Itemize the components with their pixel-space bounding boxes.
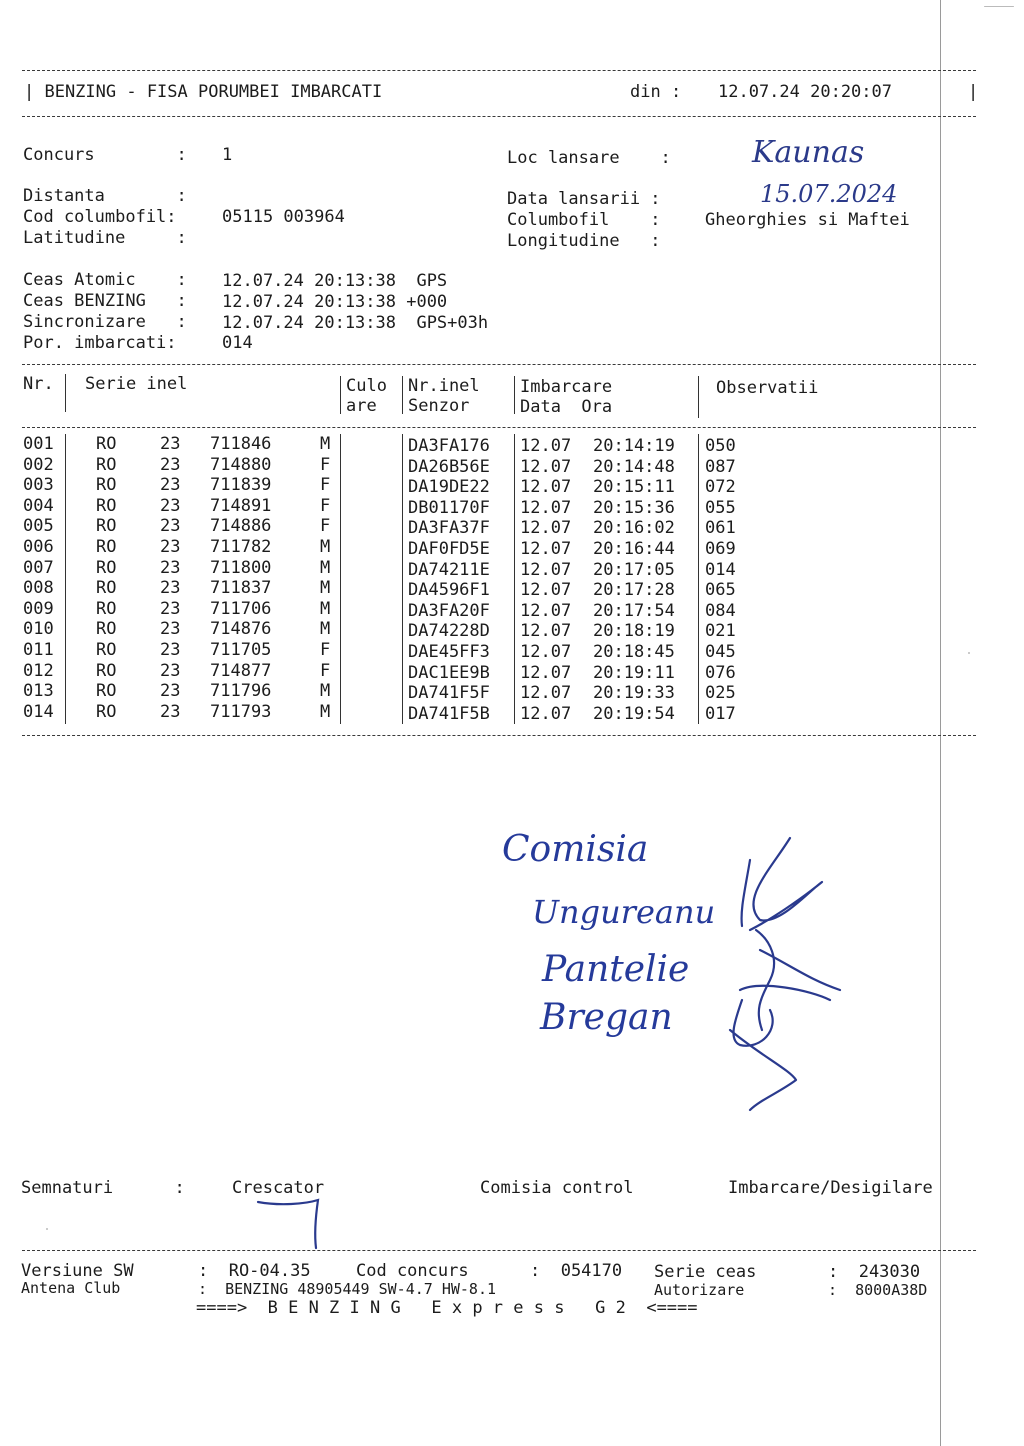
cell-date: 12.07 (520, 703, 572, 724)
header-divider (65, 374, 66, 412)
column-divider (514, 455, 515, 477)
table-header-rule (22, 427, 976, 428)
cell-country: RO (96, 619, 117, 640)
cell-sensor: DA741F5B (408, 703, 490, 724)
concurs-value: 1 (222, 145, 233, 165)
cell-date: 12.07 (520, 477, 572, 498)
cell-sensor: DA3FA176 (408, 436, 490, 456)
cell-nr: 001 (23, 434, 54, 454)
column-divider (514, 599, 515, 621)
cell-observatii: 069 (705, 539, 736, 559)
versiune-label: Versiune SW (21, 1261, 134, 1281)
cell-nr: 009 (23, 598, 54, 619)
cell-date: 12.07 (520, 497, 572, 518)
cell-country: RO (96, 578, 117, 599)
cell-year: 23 (160, 516, 181, 537)
column-divider (65, 702, 66, 724)
cell-sex: F (320, 495, 331, 516)
table-top-rule (22, 364, 976, 365)
committee-signatures (700, 830, 860, 1120)
cell-sex: M (320, 701, 331, 722)
col-header-culoare-2: are (346, 396, 377, 416)
cell-year: 23 (160, 640, 181, 660)
cell-country: RO (96, 660, 117, 681)
cell-date: 12.07 (520, 662, 572, 683)
column-divider (698, 558, 699, 580)
column-divider (698, 640, 699, 662)
cell-country: RO (96, 434, 117, 454)
cell-sensor: DA3FA37F (408, 518, 490, 539)
cell-sensor: DA4596F1 (408, 580, 490, 601)
cell-sex: F (320, 660, 331, 681)
cell-sex: F (320, 475, 331, 496)
cell-country: RO (96, 475, 117, 496)
column-divider (514, 434, 515, 456)
column-divider (340, 455, 341, 477)
cell-ring-number: 714877 (210, 660, 272, 681)
column-divider (65, 455, 66, 477)
column-divider (65, 537, 66, 559)
cell-ring-number: 714886 (210, 516, 272, 537)
header-bottom-rule (22, 116, 976, 117)
cell-ring-number: 711839 (210, 475, 272, 496)
cell-sensor: DAC1EE9B (408, 662, 490, 683)
cell-country: RO (96, 681, 117, 702)
column-divider (698, 475, 699, 497)
column-divider (340, 475, 341, 497)
cell-nr: 006 (23, 537, 54, 557)
ceas-benzing-label: Ceas BENZING : (23, 291, 187, 311)
cell-observatii: 021 (705, 621, 736, 642)
cell-country: RO (96, 598, 117, 619)
cell-date: 12.07 (520, 580, 572, 601)
cell-time: 20:17:05 (593, 559, 675, 580)
cell-nr: 012 (23, 660, 54, 681)
cell-observatii: 025 (705, 683, 736, 704)
column-divider (340, 702, 341, 724)
column-divider (514, 681, 515, 703)
cell-sex: M (320, 557, 331, 578)
column-divider (65, 619, 66, 641)
committee-name-bregan: Bregan (540, 997, 673, 1038)
column-divider (65, 578, 66, 600)
cell-ring-number: 711800 (210, 557, 272, 578)
ceas-atomic-label: Ceas Atomic : (23, 270, 187, 290)
cod-columbofil-value: 05115 003964 (222, 207, 345, 227)
column-divider (340, 558, 341, 580)
cell-year: 23 (160, 619, 181, 640)
cell-nr: 010 (23, 619, 54, 640)
cod-columbofil-label: Cod columbofil: (23, 207, 177, 227)
cell-ring-number: 714876 (210, 619, 272, 640)
cell-year: 23 (160, 495, 181, 516)
column-divider (65, 681, 66, 703)
cell-date: 12.07 (520, 436, 572, 456)
versiune-value: : RO-04.35 (198, 1261, 311, 1281)
loc-lansare-label: Loc lansare : (507, 148, 671, 168)
cell-ring-number: 711705 (210, 640, 272, 660)
column-divider (514, 702, 515, 724)
signature-imbarcare-label: Imbarcare/Desigilare (728, 1178, 933, 1198)
cell-ring-number: 711793 (210, 701, 272, 722)
column-divider (514, 661, 515, 683)
benzing-banner: ====> B E N Z I N G E x p r e s s G 2 <==== (196, 1298, 698, 1318)
cell-time: 20:18:45 (593, 642, 675, 662)
cell-sensor: DA74228D (408, 621, 490, 642)
cell-ring-number: 711837 (210, 578, 272, 599)
col-header-observatii: Observatii (716, 378, 819, 398)
signature-comisia-label: Comisia control (480, 1178, 634, 1198)
column-divider (340, 496, 341, 518)
cell-country: RO (96, 454, 117, 475)
column-divider (514, 558, 515, 580)
col-header-culoare-1: Culo (346, 376, 387, 396)
header-divider (698, 376, 699, 418)
cell-time: 20:17:54 (593, 600, 675, 621)
column-divider (402, 578, 403, 600)
cell-date: 12.07 (520, 518, 572, 539)
column-divider (698, 455, 699, 477)
cell-nr: 011 (23, 640, 54, 660)
column-divider (698, 681, 699, 703)
cell-observatii: 065 (705, 580, 736, 601)
cell-year: 23 (160, 660, 181, 681)
column-divider (514, 516, 515, 538)
ceas-benzing-value: 12.07.24 20:13:38 +000 (222, 292, 448, 312)
longitudine-label: Longitudine : (507, 231, 661, 251)
cell-country: RO (96, 557, 117, 578)
cell-time: 20:14:19 (593, 436, 675, 456)
column-divider (340, 578, 341, 600)
cell-ring-number: 711796 (210, 681, 272, 702)
column-divider (340, 661, 341, 683)
column-divider (514, 619, 515, 641)
data-lansarii-label: Data lansarii : (507, 189, 661, 209)
latitudine-label: Latitudine : (23, 228, 187, 248)
header-divider (340, 376, 341, 414)
cell-sex: F (320, 516, 331, 537)
table-bottom-rule (22, 735, 976, 736)
scan-speck (46, 1228, 48, 1230)
cell-observatii: 084 (705, 600, 736, 621)
scan-speck (968, 652, 970, 654)
col-header-imbarcare-1: Imbarcare (520, 377, 613, 397)
cell-time: 20:14:48 (593, 456, 675, 477)
column-divider (698, 496, 699, 518)
cell-date: 12.07 (520, 456, 572, 477)
cell-nr: 005 (23, 516, 54, 537)
din-label: din : (630, 82, 682, 102)
cell-time: 20:17:28 (593, 580, 675, 601)
cell-date: 12.07 (520, 559, 572, 580)
data-lansarii-handwritten: 15.07.2024 (760, 180, 898, 208)
cell-time: 20:19:11 (593, 662, 675, 683)
column-divider (340, 640, 341, 662)
cell-date: 12.07 (520, 539, 572, 559)
cell-sensor: DAE45FF3 (408, 642, 490, 662)
serie-ceas-label: Serie ceas (654, 1262, 757, 1282)
column-divider (402, 640, 403, 662)
antena-club-value: : BENZING 48905449 SW-4.7 HW-8.1 (198, 1280, 497, 1298)
cell-nr: 004 (23, 495, 54, 516)
cell-ring-number: 714891 (210, 495, 272, 516)
cell-time: 20:16:02 (593, 518, 675, 539)
page-fold-line (940, 0, 941, 1446)
cell-nr: 008 (23, 578, 54, 599)
cell-nr: 002 (23, 454, 54, 475)
cell-sex: F (320, 454, 331, 475)
cell-year: 23 (160, 434, 181, 454)
column-divider (698, 434, 699, 456)
column-divider (402, 516, 403, 538)
cell-date: 12.07 (520, 621, 572, 642)
autorizare-value: : 8000A38D (828, 1281, 928, 1299)
cell-sex: M (320, 681, 331, 702)
cell-nr: 014 (23, 701, 54, 722)
cell-observatii: 087 (705, 456, 736, 477)
column-divider (402, 558, 403, 580)
cell-year: 23 (160, 557, 181, 578)
col-header-imbarcare-2: Data Ora (520, 397, 613, 417)
cell-year: 23 (160, 598, 181, 619)
cell-sensor: DA3FA20F (408, 600, 490, 621)
cell-year: 23 (160, 537, 181, 557)
column-divider (514, 475, 515, 497)
cell-country: RO (96, 516, 117, 537)
column-divider (340, 681, 341, 703)
cell-sex: M (320, 619, 331, 640)
cod-concurs-value: : 054170 (530, 1261, 623, 1281)
cell-sensor: DB01170F (408, 497, 490, 518)
cell-observatii: 050 (705, 436, 736, 456)
cell-sex: M (320, 537, 331, 557)
cell-time: 20:18:19 (593, 621, 675, 642)
column-divider (340, 619, 341, 641)
loc-lansare-handwritten: Kaunas (752, 135, 865, 170)
cell-observatii: 072 (705, 477, 736, 498)
cell-country: RO (96, 495, 117, 516)
ceas-atomic-value: 12.07.24 20:13:38 GPS (222, 271, 448, 291)
column-divider (340, 599, 341, 621)
autorizare-label: Autorizare (654, 1281, 745, 1299)
columbofil-value: Gheorghies si Maftei (705, 210, 910, 230)
cell-year: 23 (160, 701, 181, 722)
column-divider (402, 455, 403, 477)
cell-observatii: 055 (705, 497, 736, 518)
column-divider (402, 496, 403, 518)
column-divider (65, 640, 66, 662)
cell-time: 20:15:11 (593, 477, 675, 498)
footer-top-rule (22, 1250, 976, 1251)
column-divider (65, 496, 66, 518)
column-divider (65, 599, 66, 621)
committee-name-ungureanu: Ungureanu (532, 893, 716, 931)
cell-observatii: 061 (705, 518, 736, 539)
cell-date: 12.07 (520, 642, 572, 662)
column-divider (514, 537, 515, 559)
columbofil-label: Columbofil : (507, 210, 661, 230)
cell-sensor: DA19DE22 (408, 477, 490, 498)
cell-ring-number: 711706 (210, 598, 272, 619)
column-divider (402, 434, 403, 456)
column-divider (65, 434, 66, 456)
cell-ring-number: 711782 (210, 537, 272, 557)
column-divider (514, 640, 515, 662)
cell-ring-number: 711846 (210, 434, 272, 454)
cell-time: 20:15:36 (593, 497, 675, 518)
cell-date: 12.07 (520, 600, 572, 621)
column-divider (65, 661, 66, 683)
scan-speck (984, 6, 1014, 7)
column-divider (402, 661, 403, 683)
col-header-serie: Serie inel (85, 374, 188, 394)
cell-observatii: 017 (705, 703, 736, 724)
committee-name-comisia: Comisia (502, 829, 649, 870)
column-divider (698, 619, 699, 641)
column-divider (402, 702, 403, 724)
cell-nr: 003 (23, 475, 54, 496)
column-divider (340, 434, 341, 456)
column-divider (514, 496, 515, 518)
column-divider (402, 619, 403, 641)
column-divider (514, 578, 515, 600)
concurs-label: Concurs : (23, 145, 187, 165)
column-divider (65, 558, 66, 580)
antena-club-label: Antena Club (21, 1279, 121, 1297)
cell-sensor: DA26B56E (408, 456, 490, 477)
sincronizare-label: Sincronizare : (23, 312, 187, 332)
sincronizare-value: 12.07.24 20:13:38 GPS+03h (222, 313, 489, 333)
column-divider (698, 537, 699, 559)
cell-time: 20:19:54 (593, 703, 675, 724)
committee-name-pantelie: Pantelie (542, 949, 690, 990)
cell-sex: M (320, 578, 331, 599)
cell-country: RO (96, 640, 117, 660)
cell-observatii: 045 (705, 642, 736, 662)
column-divider (402, 599, 403, 621)
column-divider (698, 661, 699, 683)
cell-time: 20:16:44 (593, 539, 675, 559)
column-divider (402, 537, 403, 559)
por-imbarcati-value: 014 (222, 333, 253, 353)
cell-year: 23 (160, 681, 181, 702)
cell-nr: 007 (23, 557, 54, 578)
por-imbarcati-label: Por. imbarcati: (23, 333, 177, 353)
cell-sex: M (320, 598, 331, 619)
cell-observatii: 076 (705, 662, 736, 683)
column-divider (698, 578, 699, 600)
col-header-nr: Nr. (23, 374, 54, 394)
cell-observatii: 014 (705, 559, 736, 580)
cell-sex: F (320, 640, 331, 660)
column-divider (402, 681, 403, 703)
cell-country: RO (96, 537, 117, 557)
header-divider (402, 376, 403, 414)
cell-sensor: DA74211E (408, 559, 490, 580)
column-divider (698, 599, 699, 621)
cell-country: RO (96, 701, 117, 722)
din-datetime: 12.07.24 20:20:07 (718, 82, 892, 102)
cell-sensor: DAF0FD5E (408, 539, 490, 559)
header-end-bar: | (968, 82, 979, 102)
cell-year: 23 (160, 475, 181, 496)
signature-crescator-label: Crescator (232, 1178, 325, 1198)
cell-sex: M (320, 434, 331, 454)
serie-ceas-value: : 243030 (828, 1262, 921, 1282)
document-title: | BENZING - FISA PORUMBEI IMBARCATI (24, 82, 383, 102)
column-divider (65, 475, 66, 497)
column-divider (698, 702, 699, 724)
cell-date: 12.07 (520, 683, 572, 704)
column-divider (698, 516, 699, 538)
column-divider (402, 475, 403, 497)
cell-nr: 013 (23, 681, 54, 702)
cell-time: 20:19:33 (593, 683, 675, 704)
crescator-signature-mark (250, 1194, 330, 1254)
header-top-rule (22, 70, 976, 71)
cell-year: 23 (160, 454, 181, 475)
cod-concurs-label: Cod concurs (356, 1261, 469, 1281)
header-divider (514, 376, 515, 414)
distanta-label: Distanta : (23, 186, 187, 206)
cell-sensor: DA741F5F (408, 683, 490, 704)
cell-ring-number: 714880 (210, 454, 272, 475)
column-divider (340, 516, 341, 538)
cell-year: 23 (160, 578, 181, 599)
column-divider (340, 537, 341, 559)
col-header-nrinel-2: Senzor (408, 396, 470, 416)
semnaturi-label: Semnaturi : (21, 1178, 185, 1198)
col-header-nrinel-1: Nr.inel (408, 376, 480, 396)
column-divider (65, 516, 66, 538)
